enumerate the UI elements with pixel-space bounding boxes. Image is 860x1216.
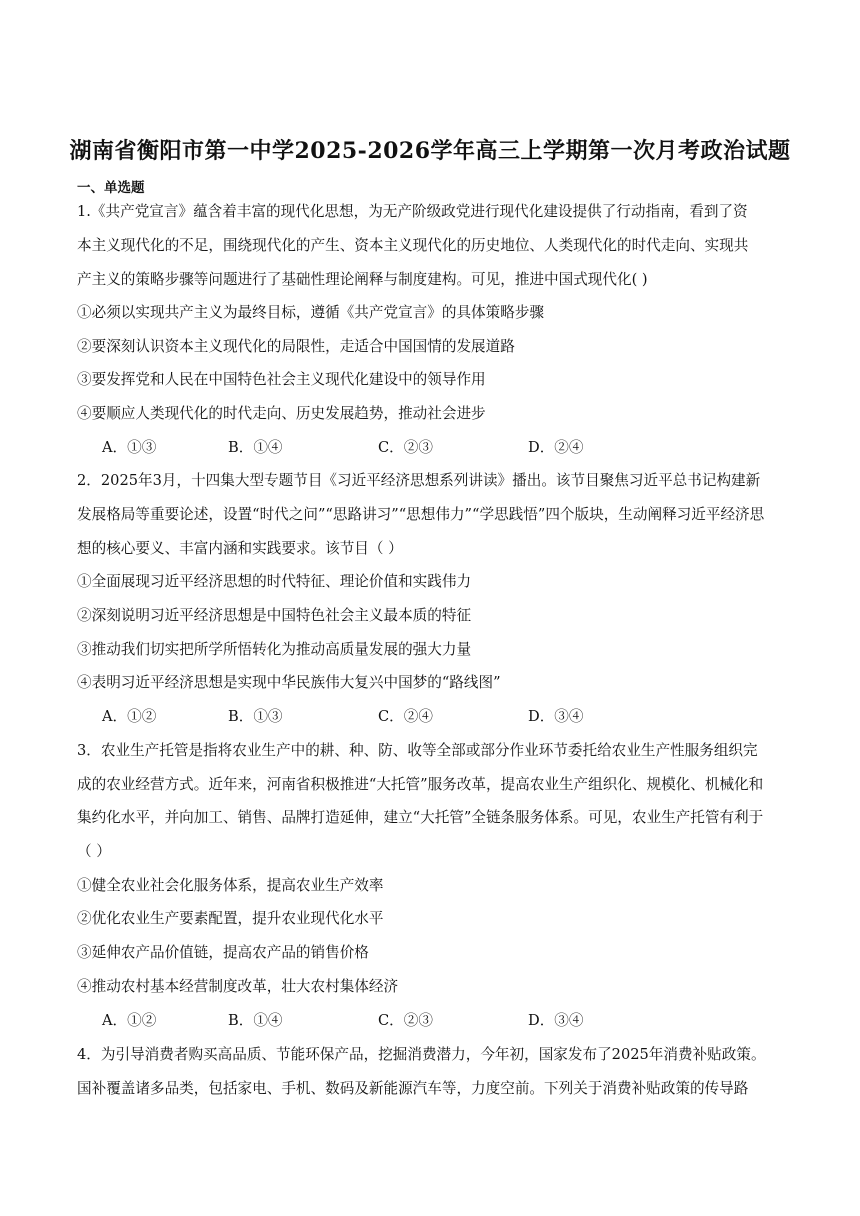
q2-statement: ②深刻说明习近平经济思想是中国特色社会主义最本质的特征 bbox=[77, 607, 472, 624]
section-heading: 一、单选题 bbox=[77, 180, 145, 196]
q3-statement: ②优化农业生产要素配置，提升农业现代化水平 bbox=[77, 910, 384, 927]
q2-statement: ④表明习近平经济思想是实现中华民族伟大复兴中国梦的“路线图” bbox=[77, 674, 501, 691]
page-title: 湖南省衡阳市第一中学2025-2026学年高三上学期第一次月考政治试题 bbox=[69, 138, 791, 164]
q1-statement: ③要发挥党和人民在中国特色社会主义现代化建设中的领导作用 bbox=[77, 371, 486, 388]
q1-statement: ②要深刻认识资本主义现代化的局限性，走适合中国国情的发展道路 bbox=[77, 338, 515, 355]
q3-line: 成的农业经营方式。近年来，河南省积极推进“大托管”服务改革，提高农业生产组织化、规模化、机械化和 bbox=[77, 776, 764, 793]
option-c[interactable]: C．②③ bbox=[378, 1012, 433, 1029]
q1-line: 产主义的策略步骤等问题进行了基础性理论阐释与制度建构。可见，推进中国式现代化( ) bbox=[77, 271, 648, 288]
q3-line: 集约化水平，并向加工、销售、品牌打造延伸，建立“大托管”全链条服务体系。可见，农业生产托管有利于 bbox=[77, 809, 764, 826]
q3-statement: ④推动农村基本经营制度改革，壮大农村集体经济 bbox=[77, 978, 399, 995]
q1-line: 本主义现代化的不足，围绕现代化的产生、资本主义现代化的历史地位、人类现代化的时代走向、实现共 bbox=[77, 237, 749, 254]
option-b[interactable]: B．①④ bbox=[228, 1012, 283, 1029]
q3-statement: ③延伸农产品价值链，提高农产品的销售价格 bbox=[77, 944, 369, 961]
option-c[interactable]: C．②③ bbox=[378, 439, 433, 456]
option-a[interactable]: A．①② bbox=[102, 1012, 157, 1029]
q2-line: 发展格局等重要论述，设置“时代之问”“思路讲习”“思想伟力”“学思践悟”四个版块，生动阐释习近平经济思 bbox=[77, 506, 765, 523]
option-d[interactable]: D．③④ bbox=[528, 708, 584, 725]
option-b[interactable]: B．①③ bbox=[228, 708, 283, 725]
q1-line: 1.《共产党宣言》蕴含着丰富的现代化思想，为无产阶级政党进行现代化建设提供了行动指南，看到了资 bbox=[77, 203, 748, 220]
q3-line: 3．农业生产托管是指将农业生产中的耕、种、防、收等全部或部分作业环节委托给农业生产性服务组织完 bbox=[77, 742, 758, 759]
q2-line: 想的核心要义、丰富内涵和实践要求。该节目（ ） bbox=[77, 540, 403, 557]
q2-statement: ③推动我们切实把所学所悟转化为推动高质量发展的强大力量 bbox=[77, 641, 472, 658]
q1-statement: ④要顺应人类现代化的时代走向、历史发展趋势，推动社会进步 bbox=[77, 405, 486, 422]
option-b[interactable]: B．①④ bbox=[228, 439, 283, 456]
q2-line: 2．2025年3月，十四集大型专题节目《习近平经济思想系列讲读》播出。该节目聚焦习近平总书记构建新 bbox=[77, 472, 761, 489]
option-c[interactable]: C．②④ bbox=[378, 708, 433, 725]
option-a[interactable]: A．①③ bbox=[102, 439, 157, 456]
option-a[interactable]: A．①② bbox=[102, 708, 157, 725]
q2-statement: ①全面展现习近平经济思想的时代特征、理论价值和实践伟力 bbox=[77, 573, 472, 590]
option-d[interactable]: D．③④ bbox=[528, 1012, 584, 1029]
q4-line: 国补覆盖诸多品类，包括家电、手机、数码及新能源汽车等，力度空前。下列关于消费补贴政策的传导路 bbox=[77, 1080, 749, 1097]
option-d[interactable]: D．②④ bbox=[528, 439, 584, 456]
q3-statement: ①健全农业社会化服务体系，提高农业生产效率 bbox=[77, 877, 384, 894]
q4-line: 4．为引导消费者购买高品质、节能环保产品，挖掘消费潜力，今年初，国家发布了2025年消费补贴政策。 bbox=[77, 1046, 766, 1063]
q3-line: （ ） bbox=[77, 843, 111, 860]
q1-statement: ①必须以实现共产主义为最终目标，遵循《共产党宣言》的具体策略步骤 bbox=[77, 304, 545, 321]
